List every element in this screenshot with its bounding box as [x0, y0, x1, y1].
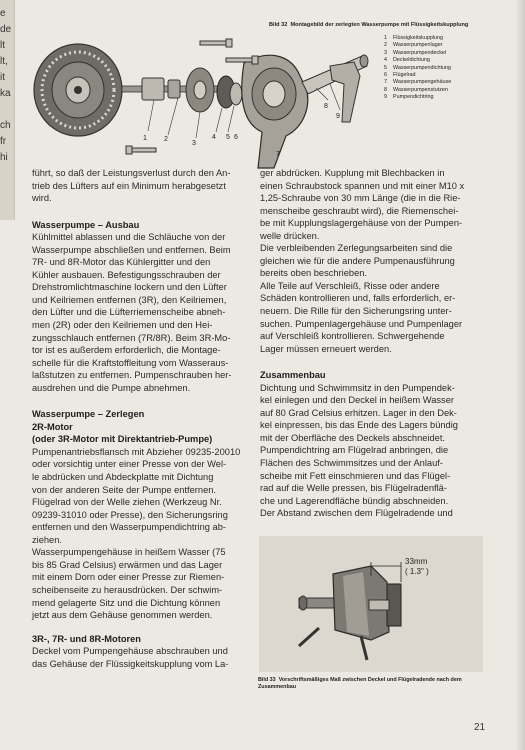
text-line: kel einpressen, bis das Ende des Lagers bündig [260, 420, 458, 431]
heading-wasserpumpe-ausbau: Wasserpumpe – Ausbau [32, 219, 140, 230]
text-line: Lager müssen erneuert werden. [260, 343, 392, 354]
text-line: mit einem Dorn oder einer Presse zur Riemen- [32, 572, 225, 583]
text-line: ziehen. [32, 534, 62, 545]
motoren-paragraph [32, 645, 246, 670]
text-line: scheibenseite zu herausdrücken. Der schwim- [32, 584, 223, 595]
text-line: men (2R) oder den Keilriemen und den Hei- [32, 320, 213, 331]
previous-page-fragment: lt [0, 40, 5, 51]
left-text-column [32, 167, 246, 670]
legend-item [384, 42, 514, 49]
text-line: entfernen und den Wasserpumpendichtring ab- [32, 522, 226, 533]
legend-number: 2 [384, 42, 387, 49]
legend-label: Wasserpumpengehäuse [393, 79, 452, 86]
continued-paragraph [260, 167, 483, 242]
callout-number: 5 [226, 134, 230, 141]
legend-label: Wasserpumpendichtung [393, 64, 451, 71]
callout-number: 6 [234, 134, 238, 141]
text-line: 7R- und 8R-Motor das Kühlergitter und den [32, 257, 211, 268]
figure32-caption-text: Montagebild der zerlegten Wasserpumpe mit Flüssigkeitskupplung [290, 22, 469, 28]
callout-number: 3 [192, 140, 196, 147]
fluid-coupling-part [34, 44, 122, 136]
figure33-caption [258, 677, 484, 691]
text-line: suchen. Pumpenlagergehäuse und Pumpenlager [260, 318, 463, 329]
text-line: Pumpendichtring am Flügelrad anbringen, die [260, 445, 449, 456]
text-line: mend gelagerte Sitz und die Dichtung können [32, 597, 221, 608]
bracket-part [330, 62, 360, 122]
text-line: schelle für die Kraftstoffleitung vom Wasseraus- [32, 357, 229, 368]
heading-zusammenbau: Zusammenbau [260, 370, 326, 381]
legend-item [384, 72, 514, 79]
text-line: oder vorsichtig unter einer Presse von der Wel- [32, 459, 227, 470]
heading-wasserpumpe-zerlegen: Wasserpumpe – Zerlegen [32, 409, 145, 420]
text-line: Deckel vom Pumpengehäuse abschrauben und [32, 646, 228, 657]
legend-item [384, 35, 514, 42]
callout-number: 9 [336, 113, 340, 120]
previous-page-fragment: ka [0, 88, 11, 99]
legend-label: Pumpendichtring [393, 94, 434, 101]
callout-numbers [143, 103, 340, 158]
figure33-caption-text: Vorschriftsmäßiges Maß zwischen Deckel und Flügelradende nach dem Zusammenbau [258, 677, 462, 691]
dimension-mm-label: 33mm [405, 557, 428, 566]
bearing-part [142, 78, 180, 100]
legend-label: Deckeldichtung [393, 57, 430, 64]
text-line: Pumpenantriebsflansch mit Abzieher 09235-20010 [32, 446, 241, 457]
dimension-inch-label: ( 1.3" ) [405, 567, 429, 576]
previous-page-text [0, 6, 14, 166]
callout-number: 1 [143, 135, 147, 142]
text-line: Kühlmittel ablassen und die Schläuche von der [32, 232, 226, 243]
text-line: den Lüfter und die Lüfterriemenscheibe abneh- [32, 307, 226, 318]
text-line: auf Verschleiß kontrollieren. Schwergehende [260, 331, 445, 342]
text-line: kel einlegen und den Deckel in heißem Wasser [260, 395, 454, 406]
previous-page-fragment: hi [0, 152, 8, 163]
legend-label: Wasserpumpenstutzen [393, 86, 448, 93]
pump-cover-part [186, 68, 214, 112]
legend-label: Flüssigkeitskupplung [393, 35, 444, 41]
text-line: tor ist es außerdem erforderlich, die Montage- [32, 345, 221, 356]
text-line: Die verbleibenden Zerlegungsarbeiten sind die [260, 243, 453, 254]
text-line: laßstutzen zu entfernen. Pumpenschrauben her- [32, 370, 232, 381]
legend-item [384, 65, 514, 72]
text-line: einen Schraubstock spannen und mit einer M10 x [260, 180, 465, 191]
legend-number: 3 [384, 49, 387, 56]
legend-label: Wasserpumpendeckel [393, 49, 447, 56]
text-line: che und Lagerendfläche bündig abschneiden. [260, 495, 449, 506]
text-line: rad auf die Welle pressen, bis Flügelradenflä- [260, 483, 447, 494]
previous-page-fragment: fr [0, 136, 7, 147]
text-line: 09239-31010 oder Presse), den Sicherungsring [32, 509, 228, 520]
right-text-column [260, 167, 483, 520]
callout-number: 8 [324, 103, 328, 110]
previous-page-fragment: de [0, 24, 12, 35]
water-pump-exploded-view-figure [30, 28, 375, 170]
page-shadow [515, 0, 525, 750]
legend-number: 7 [384, 79, 387, 86]
text-line: welle drücken. [260, 230, 320, 241]
text-line: trieb des Lüfters auf ein Minimum herabgesetzt [32, 180, 226, 191]
text-line: bis 85 Grad Celsius) erwärmen und das Lager [32, 559, 223, 570]
previous-page-fragment: lt, [0, 56, 8, 67]
text-line: Dichtung und Schwimmsitz in den Pumpendek- [260, 382, 455, 393]
text-line: Schäden kontrollieren und, falls erforderlich, er- [260, 293, 456, 304]
callout-number: 7 [276, 151, 280, 158]
previous-page-fragment: it [0, 72, 5, 83]
remaining-steps-paragraph [260, 242, 483, 280]
impeller-part [217, 76, 242, 108]
legend-number: 1 [384, 35, 387, 41]
legend-number: 6 [384, 72, 387, 79]
text-line: jetzt aus dem Gehäuse genommen werden. [32, 610, 213, 621]
text-line: neuern. Die Rille für den Sicherungsring unter- [260, 306, 452, 317]
text-line: auf 80 Grad Celsius erhitzen. Lager in den Dek- [260, 407, 457, 418]
text-line: führt, so daß der Leistungsverlust durch den An- [32, 168, 231, 178]
legend-number: 9 [384, 94, 387, 101]
legend-item [384, 94, 514, 101]
legend-item [384, 50, 514, 57]
callout-number: 4 [212, 134, 216, 141]
legend-label: Wasserpumpenlager [393, 42, 443, 49]
text-line: ausdrehen und die Pumpe abnehmen. [32, 382, 191, 393]
previous-page-fragment [0, 102, 14, 118]
figure32-legend [384, 35, 514, 102]
text-line: scheibe mit Fett einschmieren und das Flügel- [260, 470, 451, 481]
text-line: Kühler ausbauen. Befestigungsschrauben der [32, 269, 221, 280]
legend-item [384, 79, 514, 86]
zusammenbau-paragraph [260, 382, 483, 520]
legend-item [384, 87, 514, 94]
figure32-caption [269, 22, 489, 30]
zerlegen-paragraph [32, 446, 246, 622]
page-number: 21 [474, 722, 486, 733]
legend-label: Flügelrad [393, 72, 416, 79]
figure32-caption-prefix: Bild 32 [269, 22, 288, 28]
heading-3r-7r-8r-motoren: 3R-, 7R- und 8R-Motoren [32, 633, 141, 644]
intro-paragraph [32, 167, 246, 205]
pump-housing-part [242, 55, 308, 168]
inspection-paragraph [260, 280, 483, 355]
legend-item [384, 57, 514, 64]
text-line: le abdrücken und Abdeckplatte mit Dichtung [32, 472, 214, 483]
text-line: und Keilriemen entfernen (3R), den Keilriemen, [32, 294, 227, 305]
subheading-3r-direct-drive: (oder 3R-Motor mit Direktantrieb-Pumpe) [32, 434, 213, 445]
previous-page-fragment: e [0, 8, 6, 19]
text-line: zungsschlauch entfernen (7R/8R). Beim 3R-Mo- [32, 332, 231, 343]
text-line: das Gehäuse der Flüssigkeitskupplung vom La- [32, 658, 229, 669]
text-line: 1,25-Schraube von 30 mm Länge (die in die Rie- [260, 193, 461, 204]
text-line: bereits oben beschrieben. [260, 268, 367, 279]
text-line: be mit Kupplungslagergehäuse von der Pumpen- [260, 218, 463, 229]
text-line: Wasserpumpengehäuse in heißem Wasser (75 [32, 547, 226, 558]
previous-page-edge [0, 0, 15, 220]
text-line: Der Abstand zwischen dem Flügelradende und [260, 508, 453, 519]
text-line: Flächen des Schwimmsitzes und der Anlauf- [260, 458, 443, 469]
figure33-caption-prefix: Bild 33 [258, 677, 276, 683]
legend-number: 4 [384, 57, 387, 64]
text-line: Wasserpumpe abschließen und entfernen. Beim [32, 244, 231, 255]
text-line: gleichen wie für die andere Pumpenausführung [260, 255, 455, 266]
impeller-clearance-photo [259, 536, 483, 672]
ausbau-paragraph [32, 231, 246, 394]
text-line: Drehstromlichtmaschine lockern und den Lüfter [32, 282, 227, 293]
text-line: Flügelrad von der Welle ziehen (Werkzeug Nr. [32, 497, 222, 508]
text-line: Alle Teile auf Verschleiß, Risse oder andere [260, 280, 440, 291]
callout-number: 2 [164, 136, 168, 143]
previous-page-fragment: ch [0, 120, 11, 131]
text-line: wird. [32, 193, 52, 204]
legend-number: 5 [384, 64, 387, 71]
subheading-2r-motor: 2R-Motor [32, 421, 73, 432]
legend-number: 8 [384, 86, 387, 93]
text-line: ger abdrücken. Kupplung mit Blechbacken in [260, 168, 445, 178]
text-line: mit der Oberfläche des Deckels abschneidet. [260, 432, 445, 443]
text-line: menscheibe geschraubt wird), die Riemenschei- [260, 205, 459, 216]
text-line: von der anderen Seite der Pumpe entfernen. [32, 484, 216, 495]
